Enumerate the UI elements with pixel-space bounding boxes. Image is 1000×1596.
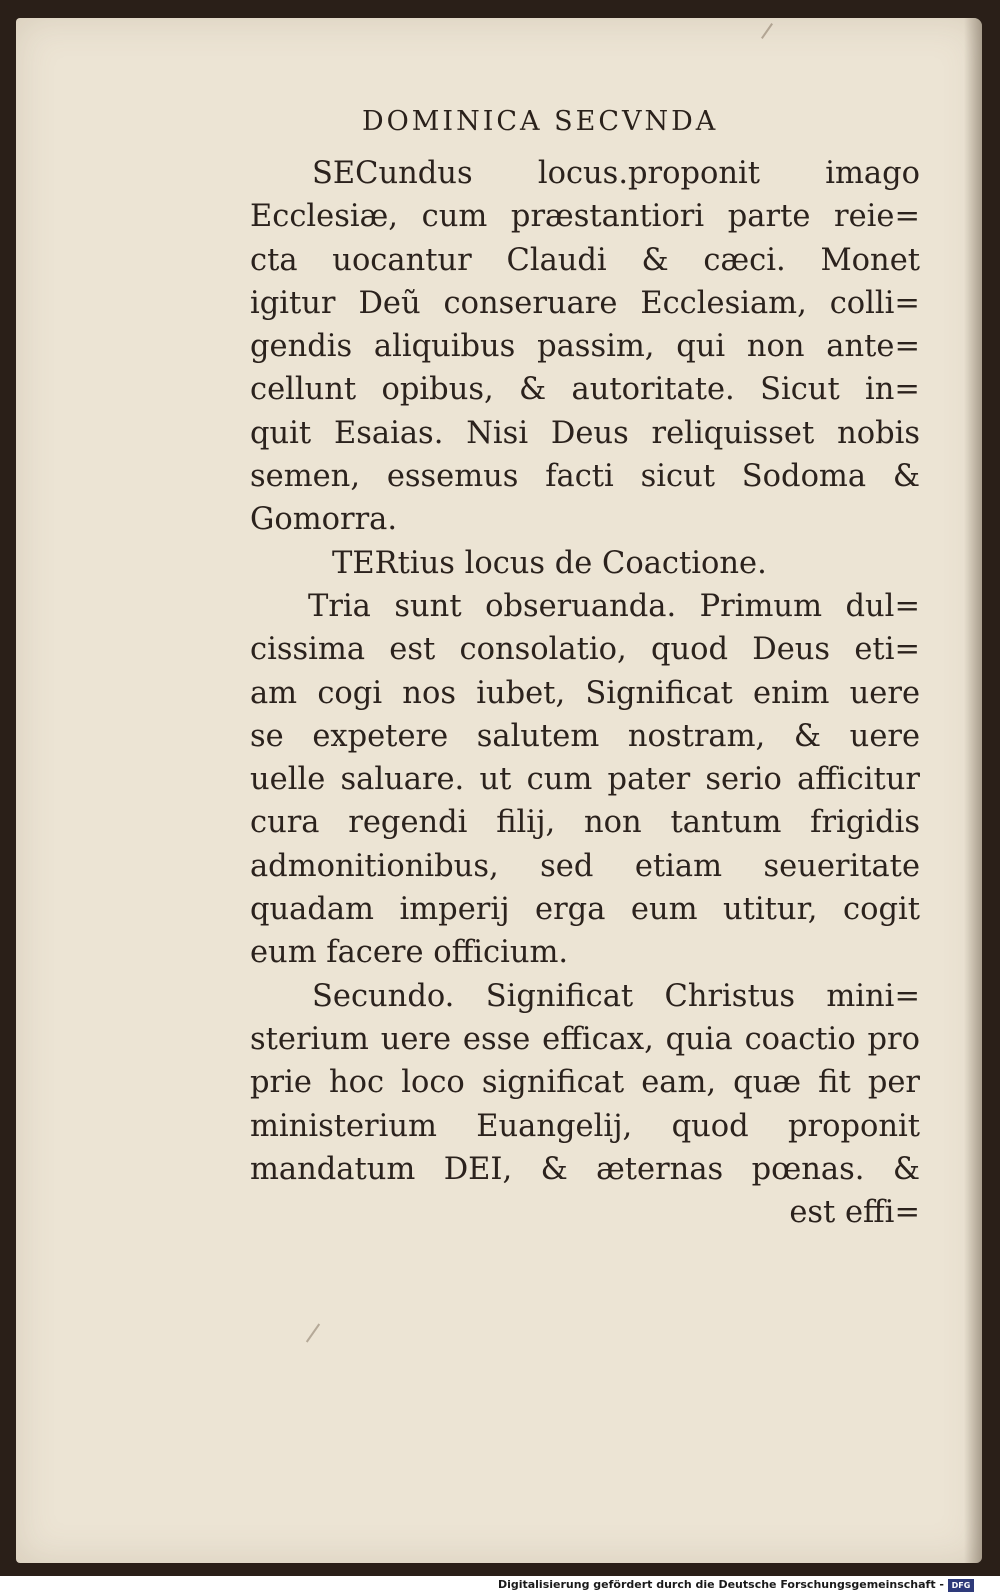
text-line: cellunt opibus, & autoritate. Sicut in=	[250, 372, 920, 408]
text-line: igitur Deũ conseruare Ecclesiam, colli=	[250, 285, 920, 321]
text-line: uelle saluare. ut cum pater serio afficitur	[250, 762, 920, 798]
text-line: semen, essemus facti sicut Sodoma &	[250, 459, 920, 495]
text-line: eum facere officium.	[250, 935, 569, 971]
text-line: Ecclesiæ, cum præstantiori parte reie=	[250, 199, 920, 235]
text-line: Secundo. Significat Christus mini=	[312, 978, 920, 1014]
text-line: am cogi nos iubet, Significat enim uere	[250, 675, 920, 711]
text-line: quit Esaias. Nisi Deus reliquisset nobis	[250, 415, 920, 451]
text-line: cissima est consolatio, quod Deus eti=	[250, 632, 920, 668]
text-line: admonitionibus, sed etiam seueritate	[250, 848, 920, 884]
text-line: prie hoc loco significat eam, quæ fit per	[250, 1065, 920, 1101]
section-heading: TERtius locus de Coactione.	[332, 545, 767, 581]
text-line: ministerium Euangelij, quod proponit	[250, 1108, 920, 1144]
text-line: sterium uere esse efficax, quia coactio pro	[250, 1021, 920, 1057]
text-line: Gomorra.	[250, 502, 398, 538]
text-line: se expetere salutem nostram, & uere	[250, 718, 920, 754]
dfg-logo-icon: DFG	[948, 1579, 974, 1592]
footer-bar	[0, 1576, 1000, 1596]
text-line: Tria sunt obseruanda. Primum dul=	[308, 588, 920, 624]
catchword: est effi=	[789, 1195, 920, 1231]
page-text	[250, 152, 920, 1234]
text-line: quadam imperij erga eum utitur, cogit	[250, 892, 920, 928]
text-line: gendis aliquibus passim, qui non ante=	[250, 329, 920, 365]
text-line: cura regendi filij, non tantum frigidis	[250, 805, 920, 841]
page-edge-shadow	[964, 18, 982, 1563]
text-line: cta uocantur Claudi & cæci. Monet	[250, 242, 920, 278]
funding-credit: Digitalisierung gefördert durch die Deutsche Forschungsgemeinschaft -	[497, 1578, 944, 1591]
text-line: SECundus locus.proponit imago	[312, 156, 920, 191]
running-head: DOMINICA SECVNDA	[362, 106, 719, 137]
text-line: mandatum DEI, & æternas pœnas. &	[250, 1151, 920, 1187]
